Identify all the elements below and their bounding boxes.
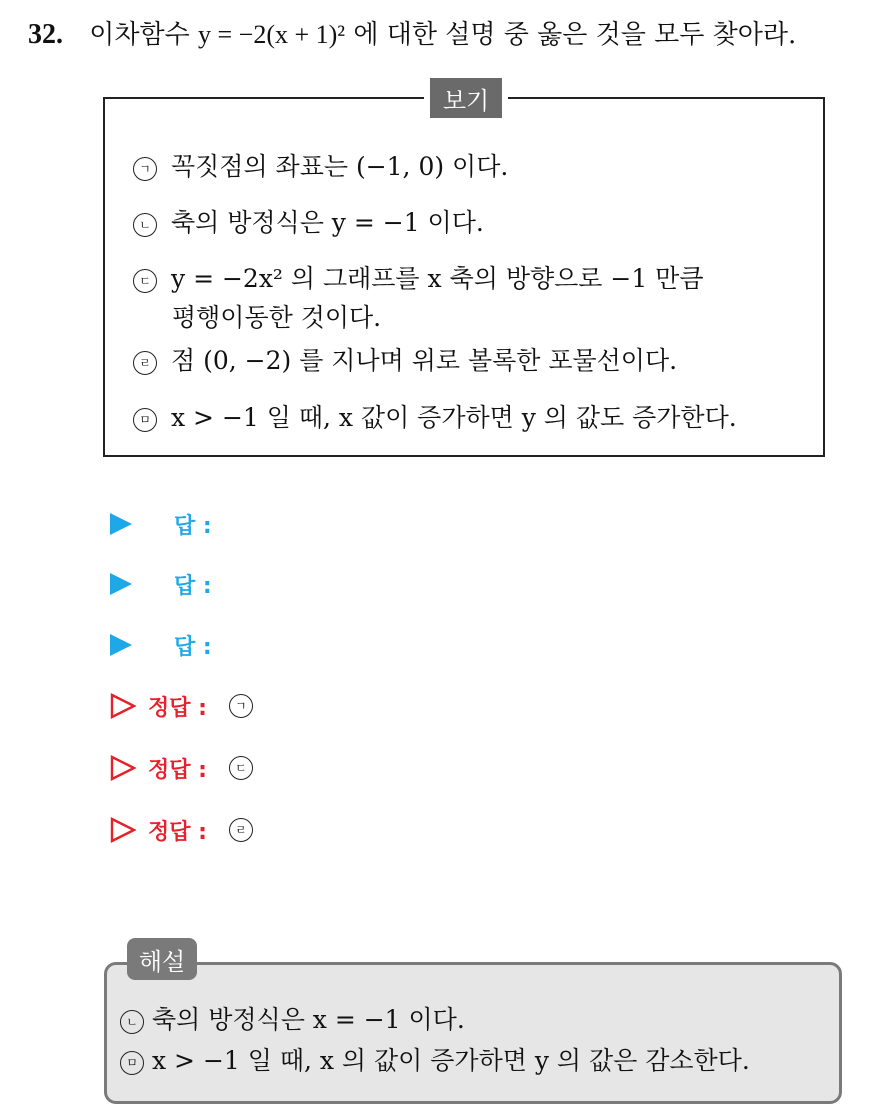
- bogi-item-text: 꼭짓점의 좌표는 (−1, 0) 이다.: [171, 152, 509, 181]
- correct-row-3: [110, 810, 253, 850]
- question-equation: y = −2(x + 1)²: [198, 20, 346, 49]
- question-text-after: 에 대한 설명 중 옳은 것을 모두 찾아라.: [353, 20, 797, 50]
- circled-mark: ㄴ: [120, 1010, 144, 1034]
- explanation-line-2: [120, 1041, 750, 1077]
- answer-row-2[interactable]: [110, 564, 212, 604]
- correct-label: 정답 :: [148, 819, 207, 845]
- correct-value: ㄱ: [229, 694, 253, 718]
- bogi-item-1: [133, 147, 508, 183]
- question-text-before: 이차함수: [89, 20, 190, 50]
- outline-triangle-icon: [110, 755, 136, 781]
- circled-mark: ㄹ: [133, 351, 157, 375]
- play-triangle-icon: [110, 513, 132, 535]
- bogi-item-text: 축의 방정식은 y = −1 이다.: [171, 208, 484, 237]
- explanation-text: 축의 방정식은 x = −1 이다.: [152, 1005, 465, 1034]
- play-triangle-icon: [110, 634, 132, 656]
- bogi-item-2: [133, 203, 484, 239]
- explanation-label: 해설: [127, 938, 197, 980]
- outline-triangle-icon: [110, 693, 136, 719]
- answer-label: 답 :: [174, 513, 212, 539]
- correct-label: 정답 :: [148, 757, 207, 783]
- circled-mark: ㅁ: [120, 1051, 144, 1075]
- bogi-item-5: [133, 398, 737, 434]
- correct-value: ㄹ: [229, 818, 253, 842]
- circled-mark: ㄷ: [133, 269, 157, 293]
- question-header: [28, 14, 796, 51]
- bogi-item-4: [133, 341, 677, 377]
- correct-row-2: [110, 748, 253, 788]
- answer-row-1[interactable]: [110, 504, 212, 544]
- outline-triangle-icon: [110, 817, 136, 843]
- answer-row-3[interactable]: [110, 625, 212, 665]
- bogi-item-text: 점 (0, −2) 를 지나며 위로 볼록한 포물선이다.: [171, 346, 678, 375]
- circled-mark: ㄴ: [133, 213, 157, 237]
- play-triangle-icon: [110, 573, 132, 595]
- correct-label: 정답 :: [148, 695, 207, 721]
- circled-mark: ㅁ: [133, 408, 157, 432]
- bogi-label: 보기: [430, 78, 502, 118]
- answer-label: 답 :: [174, 634, 212, 660]
- explanation-text: x > −1 일 때, x 의 값이 증가하면 y 의 값은 감소한다.: [152, 1046, 750, 1075]
- explanation-line-1: [120, 1000, 465, 1036]
- circled-mark: ㄱ: [133, 157, 157, 181]
- correct-row-1: [110, 686, 253, 726]
- bogi-item-text: x > −1 일 때, x 값이 증가하면 y 의 값도 증가한다.: [171, 403, 737, 432]
- bogi-item-3: [133, 259, 703, 295]
- correct-value: ㄷ: [229, 756, 253, 780]
- question-number: 32.: [28, 19, 63, 50]
- bogi-item-3-continuation: 평행이동한 것이다.: [172, 303, 382, 332]
- answer-label: 답 :: [174, 573, 212, 599]
- bogi-item-text: y = −2x² 의 그래프를 x 축의 방향으로 −1 만큼: [171, 264, 704, 293]
